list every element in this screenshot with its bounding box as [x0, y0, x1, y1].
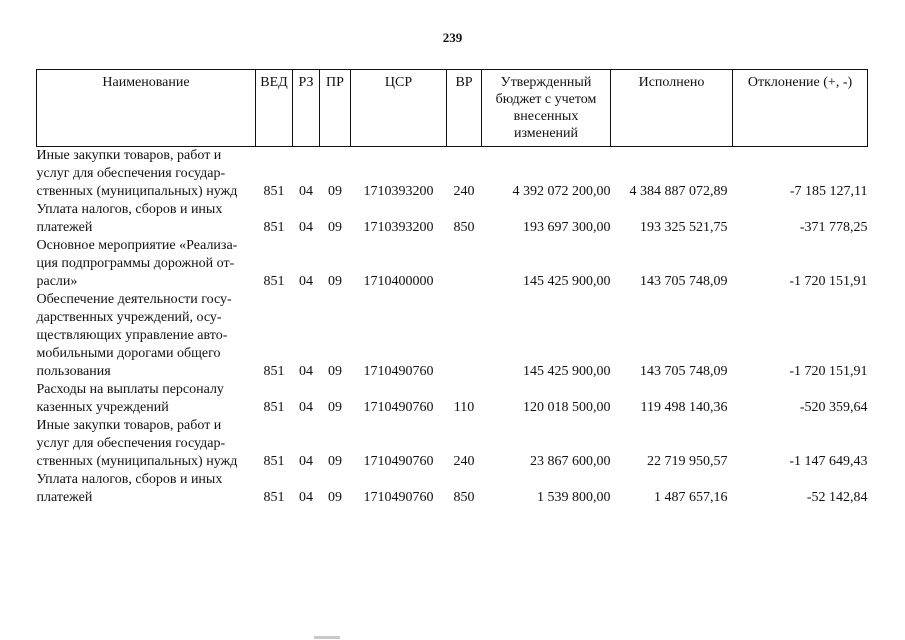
cell-csr: 1710400000 — [363, 274, 434, 289]
name-line: платежей — [36, 490, 93, 505]
header-rz: РЗ — [293, 70, 320, 147]
cell-pr: 09 — [328, 220, 342, 235]
cell-deviation: -371 778,25 — [799, 220, 868, 235]
name-line: Основное мероприятие «Реализа- — [36, 238, 238, 253]
cell-deviation: -520 359,64 — [799, 400, 868, 415]
name-line: услуг для обеспечения государ- — [36, 436, 226, 451]
cell-ved: 851 — [263, 274, 285, 289]
cell-csr: 1710490760 — [363, 400, 434, 415]
cell-csr: 1710393200 — [363, 184, 434, 199]
cell-name — [37, 471, 256, 507]
cell-rz: 04 — [299, 184, 313, 199]
cell-executed: 193 325 521,75 — [640, 220, 728, 235]
table-row — [37, 471, 868, 507]
cell-vr: 110 — [453, 400, 475, 415]
header-csr: ЦСР — [351, 70, 447, 147]
name-line: услуг для обеспечения государ- — [36, 166, 226, 181]
table-row — [37, 291, 868, 381]
name-line: Иные закупки товаров, работ и — [36, 418, 222, 433]
cell-name — [37, 147, 256, 202]
cell-pr: 09 — [328, 454, 342, 469]
cell-rz: 04 — [299, 400, 313, 415]
cell-budget: 145 425 900,00 — [523, 364, 611, 379]
cell-pr: 09 — [328, 490, 342, 505]
cell-budget: 193 697 300,00 — [523, 220, 611, 235]
cell-rz: 04 — [299, 220, 313, 235]
cell-executed: 143 705 748,09 — [640, 364, 728, 379]
cell-deviation: -1 720 151,91 — [789, 274, 868, 289]
cell-name — [37, 201, 256, 237]
cell-pr: 09 — [328, 274, 342, 289]
table-header-row — [37, 70, 868, 147]
header-name: Наименование — [37, 70, 256, 147]
cell-executed: 1 487 657,16 — [654, 490, 728, 505]
page-number: 239 — [442, 30, 463, 45]
name-line: ственных (муниципальных) нужд — [36, 454, 238, 469]
name-line: платежей — [36, 220, 93, 235]
cell-ved: 851 — [263, 220, 285, 235]
cell-csr: 1710393200 — [363, 220, 434, 235]
cell-ved: 851 — [263, 184, 285, 199]
cell-name — [37, 291, 256, 381]
cell-deviation: -7 185 127,11 — [789, 184, 868, 199]
cell-name — [37, 237, 256, 291]
cell-executed: 4 384 887 072,89 — [629, 184, 728, 199]
cell-deviation: -1 147 649,43 — [789, 454, 868, 469]
cell-rz: 04 — [299, 364, 313, 379]
cell-executed: 143 705 748,09 — [640, 274, 728, 289]
table-row — [37, 381, 868, 417]
cell-deviation: -52 142,84 — [806, 490, 868, 505]
cell-budget: 1 539 800,00 — [537, 490, 611, 505]
name-line: расли» — [36, 274, 78, 289]
cell-csr: 1710490760 — [363, 490, 434, 505]
cell-rz: 04 — [299, 454, 313, 469]
header-vr: ВР — [447, 70, 482, 147]
cell-vr: 240 — [453, 184, 475, 199]
table-row — [37, 237, 868, 291]
cell-executed: 22 719 950,57 — [647, 454, 728, 469]
table-row — [37, 147, 868, 202]
name-line: Уплата налогов, сборов и иных — [36, 202, 223, 217]
cell-ved: 851 — [263, 490, 285, 505]
name-line: Уплата налогов, сборов и иных — [36, 472, 223, 487]
cell-budget: 4 392 072 200,00 — [512, 184, 611, 199]
cell-vr — [447, 291, 482, 381]
header-executed: Исполнено — [611, 70, 733, 147]
header-ved: ВЕД — [256, 70, 293, 147]
cell-pr: 09 — [328, 364, 342, 379]
cell-ved: 851 — [263, 454, 285, 469]
header-deviation: Отклонение (+, -) — [733, 70, 868, 147]
cell-pr: 09 — [328, 184, 342, 199]
cell-rz: 04 — [299, 274, 313, 289]
cell-deviation: -1 720 151,91 — [789, 364, 868, 379]
cell-budget: 120 018 500,00 — [523, 400, 611, 415]
name-line: Обеспечение деятельности госу- — [36, 292, 232, 307]
table-body — [37, 147, 868, 508]
cell-vr — [447, 237, 482, 291]
name-line: мобильными дорогами общего — [36, 346, 221, 361]
cell-ved: 851 — [263, 400, 285, 415]
table-row — [37, 417, 868, 471]
name-line: Расходы на выплаты персоналу — [36, 382, 224, 397]
name-line: дарственных учреждений, осу- — [36, 310, 222, 325]
cell-vr: 850 — [453, 490, 475, 505]
cell-ved: 851 — [263, 364, 285, 379]
name-line: ществляющих управление авто- — [36, 328, 228, 343]
name-line: ственных (муниципальных) нужд — [36, 184, 238, 199]
cell-name — [37, 417, 256, 471]
table-row — [37, 201, 868, 237]
cell-executed: 119 498 140,36 — [640, 400, 728, 415]
budget-execution-table — [36, 69, 868, 507]
scan-smudge — [314, 636, 340, 639]
cell-csr: 1710490760 — [363, 454, 434, 469]
name-line: казенных учреждений — [36, 400, 169, 415]
name-line: Иные закупки товаров, работ и — [36, 148, 222, 163]
cell-vr: 850 — [453, 220, 475, 235]
header-budget: Утвержденный бюджет с учетом внесенных изменений — [482, 70, 611, 147]
cell-csr: 1710490760 — [363, 364, 434, 379]
cell-budget: 145 425 900,00 — [523, 274, 611, 289]
cell-vr: 240 — [453, 454, 475, 469]
name-line: пользования — [36, 364, 111, 379]
name-line: ция подпрограммы дорожной от- — [36, 256, 235, 271]
cell-rz: 04 — [299, 490, 313, 505]
cell-pr: 09 — [328, 400, 342, 415]
cell-name — [37, 381, 256, 417]
cell-budget: 23 867 600,00 — [530, 454, 611, 469]
header-pr: ПР — [320, 70, 351, 147]
